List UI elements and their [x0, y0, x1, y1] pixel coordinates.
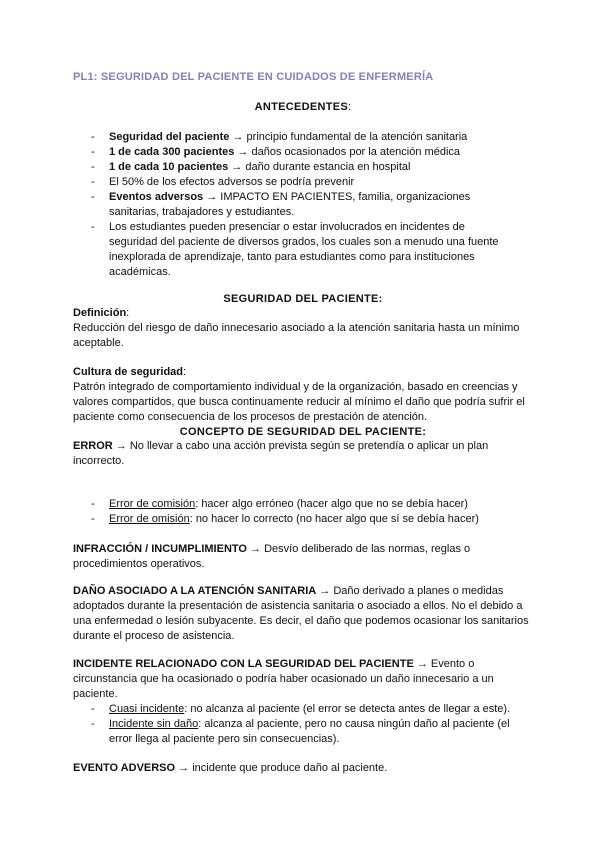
definicion-text: Reducción del riesgo de daño innecesario asociado a la atención sanitaria hasta un mínimo aceptable.: [73, 322, 520, 349]
list-item: - Los estudiantes pueden presenciar o estar involucrados en incidentes de seguridad del paciente de diversos grados, los cuales son a menudo una fuente inexplorada de aprendizaje, tanto para estudiantes como para instituciones académicas.: [91, 220, 511, 280]
infraccion-label: INFRACCIÓN / INCUMPLIMIENTO: [73, 543, 247, 555]
list-item: - Cuasi incidente: no alcanza al paciente (el error se detecta antes de llegar a este).: [91, 702, 531, 717]
dano-label: DAÑO ASOCIADO A LA ATENCIÓN SANITARIA: [73, 585, 317, 597]
dano-text: → Daño derivado a planes o medidas adoptados durante la presentación de asistencia sanitaria o asociado a ellos. No el debido a una enfermedad o lesión subyacente. Es decir, el daño que podemos ocasionar los sanitarios durante el proceso de asistencia.: [73, 585, 529, 642]
incidente-list: [91, 702, 531, 747]
cultura-text: Patrón integrado de comportamiento individual y de la organización, basado en creencias y valores compartidos, que busca continuamente reducir al mínimo el daño que podría sufrir el paciente como consecuencia de los procesos de prestación de atención.: [73, 381, 525, 423]
cultura-label: Cultura de seguridad: [73, 366, 184, 378]
dano-block: [73, 584, 533, 644]
evento-text: → incidente que produce daño al paciente.: [175, 762, 388, 774]
cultura-block: Cultura de seguridad: Patrón integrado de comportamiento individual y de la organización, basado en creencias y valores compartidos, que busca continuamente reducir al mínimo el daño que podría sufrir el paciente como consecuencia de los procesos de prestación de atención.: [73, 365, 538, 425]
section-heading-concepto: CONCEPTO DE SEGURIDAD DEL PACIENTE:: [179, 426, 427, 438]
list-item: - Eventos adversos → IMPACTO EN PACIENTES, familia, organizaciones sanitarias, trabajadores y estudiantes.: [91, 190, 511, 220]
evento-block: [73, 761, 533, 776]
incidente-text: → Evento o circunstancia que ha ocasionado o podría haber ocasionado un daño innecesario a un paciente.: [73, 658, 494, 700]
infraccion-text: → Desvío deliberado de las normas, reglas o procedimientos operativos.: [73, 543, 471, 570]
error-text: → No llevar a cabo una acción prevista según se pretendía o aplicar un plan incorrecto.: [73, 440, 489, 467]
evento-label: EVENTO ADVERSO: [73, 762, 176, 774]
definicion-label: Definición: [73, 307, 127, 319]
antecedentes-list: [91, 130, 511, 280]
list-item: - Error de comisión: hacer algo erróneo (hacer algo que no se debía hacer): [91, 497, 511, 512]
error-block: [73, 439, 493, 469]
list-item: - El 50% de los efectos adversos se podría prevenir: [91, 175, 511, 190]
incidente-block: [73, 657, 503, 702]
list-item: - Error de omisión: no hacer lo correcto (no hacer algo que sí se debía hacer): [91, 512, 511, 527]
infraccion-block: [73, 542, 493, 572]
list-item: - 1 de cada 10 pacientes → daño durante estancia en hospital: [91, 160, 511, 175]
incidente-label: INCIDENTE RELACIONADO CON LA SEGURIDAD DEL PACIENTE: [73, 658, 414, 670]
section-heading-antecedentes: ANTECEDENTES:: [254, 101, 352, 113]
list-item: - Seguridad del paciente → principio fundamental de la atención sanitaria: [91, 130, 511, 145]
error-list: [91, 497, 511, 527]
list-item: - 1 de cada 300 pacientes → daños ocasionados por la atención médica: [91, 145, 511, 160]
document-title: PL1: SEGURIDAD DEL PACIENTE EN CUIDADOS DE ENFERMERÍA: [73, 71, 434, 83]
error-label: ERROR: [73, 440, 113, 452]
section-heading-seguridad: SEGURIDAD DEL PACIENTE:: [223, 293, 383, 305]
definicion-block: Definición: Reducción del riesgo de daño innecesario asociado a la atención sanitaria hasta un mínimo aceptable.: [73, 306, 538, 351]
list-item: - Incidente sin daño: alcanza al paciente, pero no causa ningún daño al paciente (el error llega al paciente pero sin consecuencias).: [91, 717, 531, 747]
